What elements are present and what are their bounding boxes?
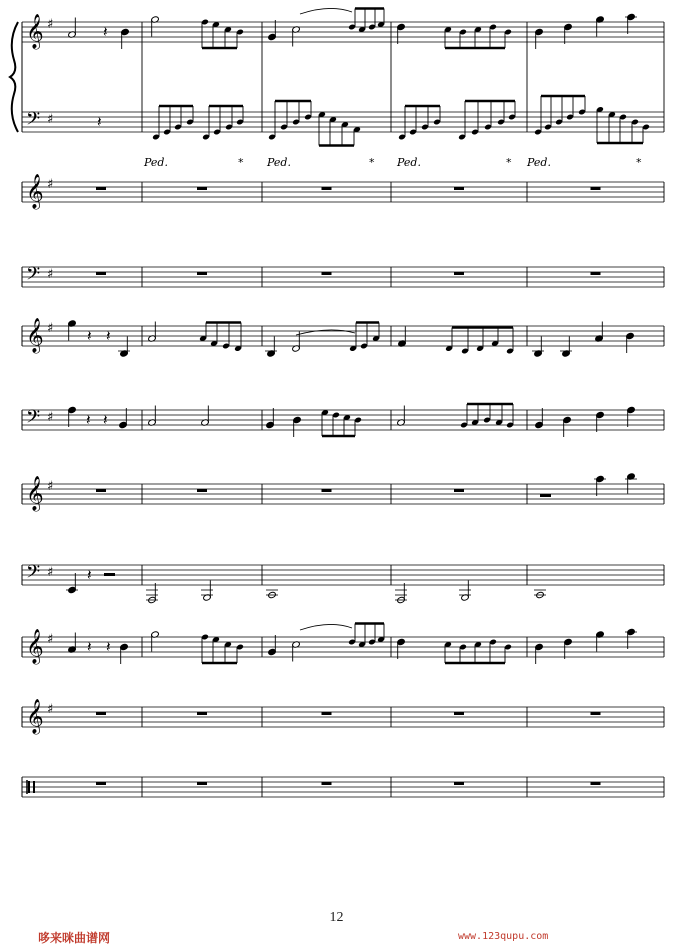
- whole-rest-icon: [591, 782, 601, 785]
- treble-clef-icon: 𝄞: [26, 699, 44, 734]
- key-sharp-icon: ♯: [47, 321, 54, 336]
- bass-clef-icon: 𝄢: [26, 264, 41, 289]
- whole-rest-icon: [197, 712, 207, 715]
- key-sharp-icon: ♯: [47, 17, 54, 32]
- staff-treble-staff-rest: [22, 182, 664, 202]
- whole-rest-icon: [322, 187, 332, 190]
- tie-slur: [300, 8, 352, 14]
- key-sharp-icon: ♯: [47, 410, 54, 425]
- treble-clef-icon: 𝄞: [26, 629, 44, 664]
- key-sharp-icon: ♯: [47, 177, 54, 192]
- quarter-rest-icon: 𝄽: [86, 411, 91, 429]
- key-sharp-icon: ♯: [47, 112, 54, 127]
- staff-treble-staff-rest-2: [22, 707, 664, 727]
- half-rest-icon: [104, 573, 115, 576]
- pedal-down-mark: Ped.: [397, 156, 421, 169]
- whole-rest-icon: [454, 782, 464, 785]
- whole-rest-icon: [96, 187, 106, 190]
- whole-rest-icon: [591, 272, 601, 275]
- whole-rest-icon: [454, 489, 464, 492]
- quarter-rest-icon: 𝄽: [106, 327, 111, 345]
- staff-treble-staff-5: [22, 484, 664, 504]
- pedal-down-mark: Ped.: [527, 156, 551, 169]
- treble-clef-icon: 𝄞: [26, 476, 44, 511]
- pedal-down-mark: Ped.: [144, 156, 168, 169]
- quarter-rest-icon: 𝄽: [106, 638, 111, 656]
- whole-rest-icon: [454, 187, 464, 190]
- whole-rest-icon: [96, 489, 106, 492]
- tie-slur: [300, 624, 352, 630]
- whole-rest-icon: [197, 272, 207, 275]
- whole-rest-icon: [197, 489, 207, 492]
- whole-rest-icon: [96, 782, 106, 785]
- whole-rest-icon: [197, 187, 207, 190]
- whole-rest-icon: [454, 712, 464, 715]
- key-sharp-icon: ♯: [47, 702, 54, 717]
- quarter-rest-icon: 𝄽: [87, 566, 92, 584]
- percussion-clef-icon: [33, 781, 35, 793]
- key-sharp-icon: ♯: [47, 632, 54, 647]
- staff-bass-staff-rest: [22, 267, 664, 287]
- pedal-up-mark: *: [369, 156, 375, 169]
- pedal-up-mark: *: [506, 156, 512, 169]
- whole-rest-icon: [322, 712, 332, 715]
- key-sharp-icon: ♯: [47, 267, 54, 282]
- percussion-clef-icon: [28, 781, 30, 793]
- bass-clef-icon: 𝄢: [26, 407, 41, 432]
- whole-rest-icon: [96, 272, 106, 275]
- bass-clef-icon: 𝄢: [26, 109, 41, 134]
- half-rest-icon: [540, 494, 551, 497]
- quarter-rest-icon: 𝄽: [103, 23, 108, 41]
- key-sharp-icon: ♯: [47, 479, 54, 494]
- whole-rest-icon: [454, 272, 464, 275]
- treble-clef-icon: 𝄞: [26, 174, 44, 209]
- staff-piano-left-hand: [22, 112, 664, 132]
- treble-clef-icon: 𝄞: [26, 318, 44, 353]
- whole-rest-icon: [591, 187, 601, 190]
- whole-rest-icon: [591, 712, 601, 715]
- pedal-down-mark: Ped.: [267, 156, 291, 169]
- key-sharp-icon: ♯: [47, 565, 54, 580]
- whole-rest-icon: [96, 712, 106, 715]
- pedal-up-mark: *: [636, 156, 642, 169]
- quarter-rest-icon: 𝄽: [87, 327, 92, 345]
- page-number: 12: [329, 910, 344, 925]
- staff-treble-melody-2: [22, 326, 664, 346]
- staff-bass-sustained: [22, 565, 664, 585]
- whole-rest-icon: [322, 489, 332, 492]
- bass-clef-icon: 𝄢: [26, 562, 41, 587]
- treble-clef-icon: 𝄞: [26, 14, 44, 49]
- staff-percussion-staff: [22, 777, 664, 797]
- whole-rest-icon: [322, 272, 332, 275]
- whole-rest-icon: [322, 782, 332, 785]
- site-watermark-url: www.123qupu.com: [458, 931, 549, 942]
- piano-brace: [10, 22, 18, 132]
- quarter-rest-icon: 𝄽: [87, 638, 92, 656]
- whole-rest-icon: [197, 782, 207, 785]
- pedal-up-mark: *: [238, 156, 244, 169]
- quarter-rest-icon: 𝄽: [103, 411, 108, 429]
- quarter-rest-icon: 𝄽: [97, 113, 102, 131]
- site-watermark-name: 哆来咪曲谱网: [38, 931, 111, 945]
